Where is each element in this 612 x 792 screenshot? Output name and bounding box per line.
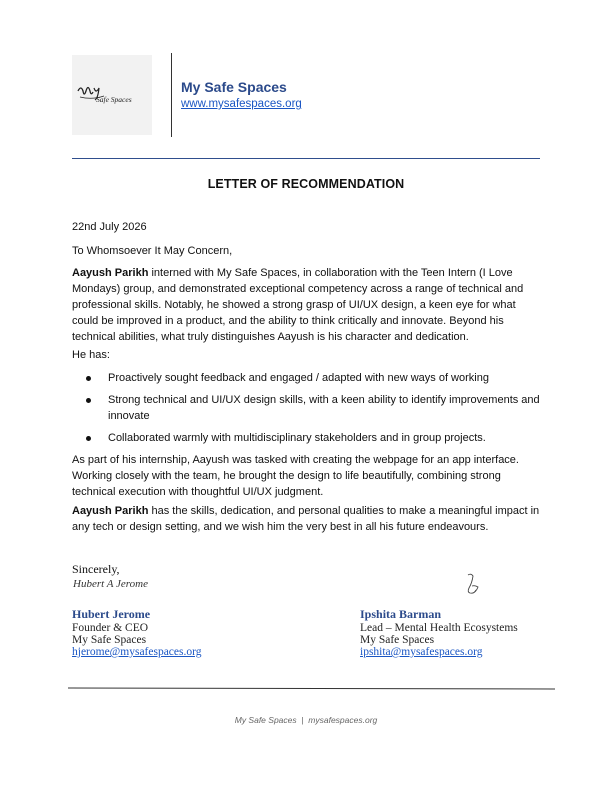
signer-name: Ipshita Barman xyxy=(360,607,442,621)
signer-name: Hubert Jerome xyxy=(72,607,151,621)
paragraph-1 xyxy=(72,265,542,345)
signer-1-block xyxy=(72,607,202,658)
list-item xyxy=(72,392,542,424)
footer-rule xyxy=(68,687,555,689)
signer-org: My Safe Spaces xyxy=(360,634,435,646)
page-footer: My Safe Spaces | mysafespaces.org xyxy=(234,715,378,725)
list-item xyxy=(72,370,542,386)
list-item xyxy=(72,430,542,446)
bullet-icon xyxy=(86,376,91,381)
signer-org: My Safe Spaces xyxy=(72,634,147,646)
paragraph-3 xyxy=(72,503,542,535)
letter-date: 22nd July 2026 xyxy=(72,221,147,233)
letterhead-divider xyxy=(171,53,172,137)
org-logo xyxy=(72,55,152,135)
signer-email-link[interactable]: hjerome@mysafespaces.org xyxy=(72,646,202,658)
closing: Sincerely, xyxy=(72,562,120,576)
paragraph-1-text: interned with My Safe Spaces, in collaboration with the Teen Intern (I Love Mondays) group, and demonstrated exceptional competency across a range of technical and professional skills. Notably, he showed a strong grasp of UI/UX design, a keen eye for what could be improved in a product, and the ability to think critically and innovate. Beyond his technical abilities, what truly distinguishes Aayush is his character and dedication. xyxy=(72,267,524,343)
list-item-text: Collaborated warmly with multidisciplinary stakeholders and in group projects. xyxy=(108,432,486,444)
logo-text: Safe Spaces xyxy=(96,95,132,104)
org-name: My Safe Spaces xyxy=(181,79,287,95)
signature-hubert xyxy=(72,574,164,597)
org-website-link[interactable]: www.mysafespaces.org xyxy=(181,98,302,110)
paragraph-3-text: has the skills, dedication, and personal qualities to make a meaningful impact in any tech or design setting, and we wish him the very best in all his future endeavours. xyxy=(72,505,540,533)
list-item-text: Proactively sought feedback and engaged / adapted with new ways of working xyxy=(108,372,489,384)
signer-role: Lead – Mental Health Ecosystems xyxy=(360,622,518,634)
bullet-icon xyxy=(86,436,91,441)
header-rule xyxy=(72,158,540,159)
salutation: To Whomsoever It May Concern, xyxy=(72,245,233,257)
signer-2-block xyxy=(360,607,518,658)
skills-list xyxy=(72,370,542,446)
bullet-icon xyxy=(86,398,91,403)
he-has-label: He has: xyxy=(72,349,110,361)
letter-title: LETTER OF RECOMMENDATION xyxy=(207,177,405,191)
signer-email-link[interactable]: ipshita@mysafespaces.org xyxy=(360,646,483,658)
list-item-text: Strong technical and UI/UX design skills, with a keen ability to identify improvements and innovate xyxy=(108,394,540,422)
candidate-name: Aayush Parikh xyxy=(72,267,149,279)
paragraph-2: As part of his internship, Aayush was tasked with creating the webpage for an app interface. Working closely with the team, he brought the design to life beautifully, combining strong technical execution with thoughtful UI/UX judgment. xyxy=(72,454,519,498)
candidate-name: Aayush Parikh xyxy=(72,505,149,517)
svg-text:Hubert A Jerome: Hubert A Jerome xyxy=(73,578,148,590)
signer-role: Founder & CEO xyxy=(72,622,149,634)
signature-ipshita xyxy=(460,572,482,603)
